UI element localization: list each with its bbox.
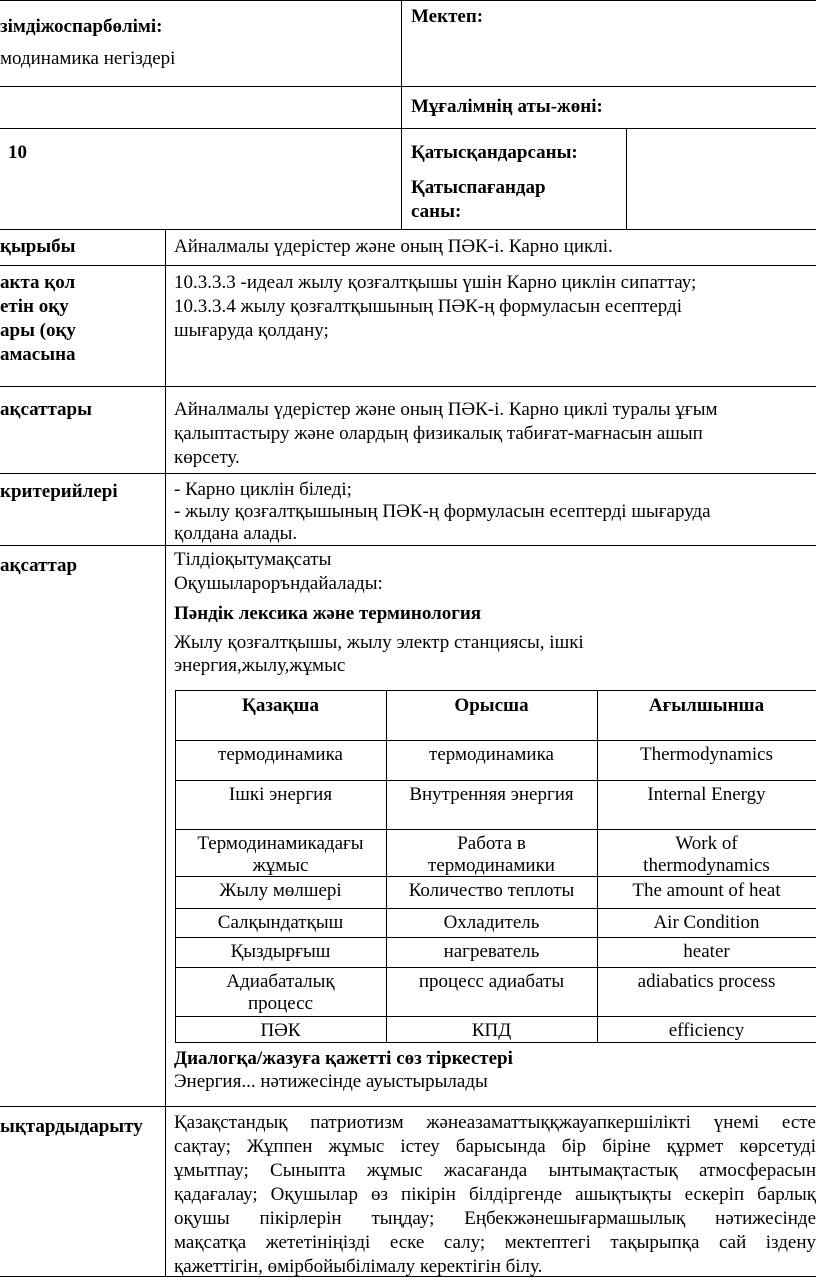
vocab-line: энергия,жылу,жұмыс (174, 655, 346, 676)
rule (0, 0, 816, 1)
values-text-line: қадағалау; Оқушылар өз пікірін білдіргенде ашықтықты ескеріп барлық (174, 1184, 816, 1205)
criteria-label: критерийлері (0, 481, 118, 502)
dialog-heading: Диалогқа/жазуға қажетті сөз тіркестері (174, 1048, 513, 1069)
table-header-cell: Ағылшынша (648, 695, 765, 716)
table-cell: efficiency (668, 1020, 745, 1041)
table-cell: КПД (471, 1020, 512, 1041)
vocab-line: Жылу қозғалтқышы, жылу электр станциясы, ішкі (174, 632, 584, 653)
values-text-line: қажеттігін, өмірбойыбілімалу керектігін білу. (174, 1256, 543, 1277)
goals-text-line: қалыптастыру және олардың физикалық табиғат-мағнасын ашып (174, 423, 703, 444)
language-label: ақсаттар (0, 555, 78, 576)
objectives-text-line: шығаруда қолдану; (174, 320, 329, 341)
table-rule (175, 876, 816, 877)
table-cell: Жылу мөлшері (219, 880, 342, 901)
objectives-text-line: 10.3.3.4 жылу қозғалтқышының ПӘК-ң формуласын есептерді (174, 296, 682, 317)
objectives-label-line: етін оқу (0, 296, 69, 317)
table-cell: Air Condition (653, 912, 760, 933)
values-text-line: оқушы пікірлерін тыңдау; Еңбекжәнешығармашылық нәтижесінде (174, 1208, 816, 1229)
table-cell: термодинамика (218, 744, 343, 765)
table-cell: Внутренняя энергия (409, 784, 574, 805)
table-header-cell: Қазақша (242, 695, 319, 716)
table-cell: термодинамика (429, 744, 554, 765)
objectives-label-line: акта қол (0, 272, 76, 293)
values-text-line: Қазақстандық патриотизм жәнеазаматтыққжауапкершілікті үнемі есте (174, 1112, 816, 1133)
table-cell: Количество теплоты (408, 880, 575, 901)
criteria-text-line: - жылу қозғалтқышының ПӘК-ң формуласын есептерді шығаруда (174, 501, 711, 522)
table-cell: adiabatics process (637, 971, 776, 992)
criteria-text-line: қолдана алады. (174, 523, 298, 544)
table-rule (175, 690, 816, 691)
rule (401, 0, 402, 229)
table-cell: термодинамики (428, 855, 555, 876)
rule (0, 86, 816, 87)
values-text-line: мақсатқа жететініңізді еске салу; мектептегі тақырыпқа сай іздену (174, 1232, 816, 1253)
table-cell: heater (683, 941, 730, 962)
values-label: ықтардыдарыту (0, 1116, 143, 1137)
table-cell: Охладитель (443, 912, 540, 933)
language-line: Оқушылароръндайалады: (174, 573, 383, 594)
objectives-text-line: 10.3.3.3 -идеал жылу қозғалтқышы үшін Карно циклін сипаттау; (174, 272, 697, 293)
table-cell: Адиабаталық (226, 971, 335, 992)
present-label: Қатысқандарсаны: (411, 142, 578, 163)
section-value: модинамика негіздері (0, 48, 176, 69)
goals-text-line: көрсету. (174, 447, 240, 468)
rule (0, 229, 816, 230)
rule (0, 386, 816, 387)
table-cell: Работа в (457, 833, 526, 854)
section-label: зімдіжоспарбөлімі: (0, 16, 163, 37)
table-rule (175, 740, 816, 741)
table-cell: Ішкі энергия (228, 784, 333, 805)
table-cell: Work of (675, 833, 738, 854)
rule (626, 128, 627, 229)
table-rule (175, 780, 816, 781)
rule (0, 545, 816, 546)
goals-label: ақсаттары (0, 399, 92, 420)
topic-label: қырыбы (0, 236, 76, 257)
table-cell: Қыздырғыш (230, 941, 331, 962)
table-rule (175, 1016, 816, 1017)
rule (0, 473, 816, 474)
dialog-text: Энергия... нәтижесінде ауыстырылады (174, 1071, 488, 1092)
values-text-line: ұмытпау; Сыныпта жұмыс жасағанда ынтымақтастық атмосферасын (174, 1160, 816, 1181)
absent-label-2: саны: (411, 201, 462, 222)
table-cell: процесс (247, 993, 314, 1014)
table-rule (175, 1042, 816, 1043)
table-cell: Салқындатқыш (217, 912, 344, 933)
table-cell: Термодинамикадағы (197, 833, 364, 854)
school-label: Мектеп: (411, 6, 484, 27)
table-cell: нагреватель (443, 941, 540, 962)
topic-text: Айналмалы үдерістер және оның ПӘК-і. Карно циклі. (174, 236, 613, 257)
objectives-label-line: амасына (0, 344, 76, 365)
values-text-line: сақтау; Жұппен жұмыс істеу барысында бір біріне құрмет көрсетуді (174, 1136, 816, 1157)
table-rule (175, 967, 816, 968)
rule (165, 229, 166, 1277)
vocab-heading: Пәндік лексика және терминология (174, 603, 482, 624)
table-rule (175, 829, 816, 830)
rule (0, 265, 816, 266)
table-rule (175, 937, 816, 938)
rule (0, 128, 816, 129)
criteria-text-line: - Карно циклін біледі; (174, 479, 352, 500)
table-cell: жұмыс (252, 855, 309, 876)
table-header-cell: Орысша (454, 695, 529, 716)
goals-text-line: Айналмалы үдерістер және оның ПӘК-і. Карно циклі туралы ұғым (174, 399, 718, 420)
table-rule (175, 908, 816, 909)
grade-value: 10 (8, 142, 27, 163)
table-cell: ПӘК (260, 1020, 301, 1041)
table-cell: The amount of heat (632, 880, 781, 901)
rule (0, 1106, 816, 1107)
table-cell: thermodynamics (643, 855, 770, 876)
absent-label: Қатыспағандар (411, 177, 546, 198)
table-cell: Internal Energy (647, 784, 766, 805)
language-line: Тілдіоқытумақсаты (174, 549, 332, 570)
objectives-label-line: ары (оқу (0, 320, 76, 341)
table-cell: Thermodynamics (640, 744, 773, 765)
table-cell: процесс адиабаты (418, 971, 565, 992)
teacher-label: Мұғалімнің аты-жөні: (411, 96, 603, 117)
